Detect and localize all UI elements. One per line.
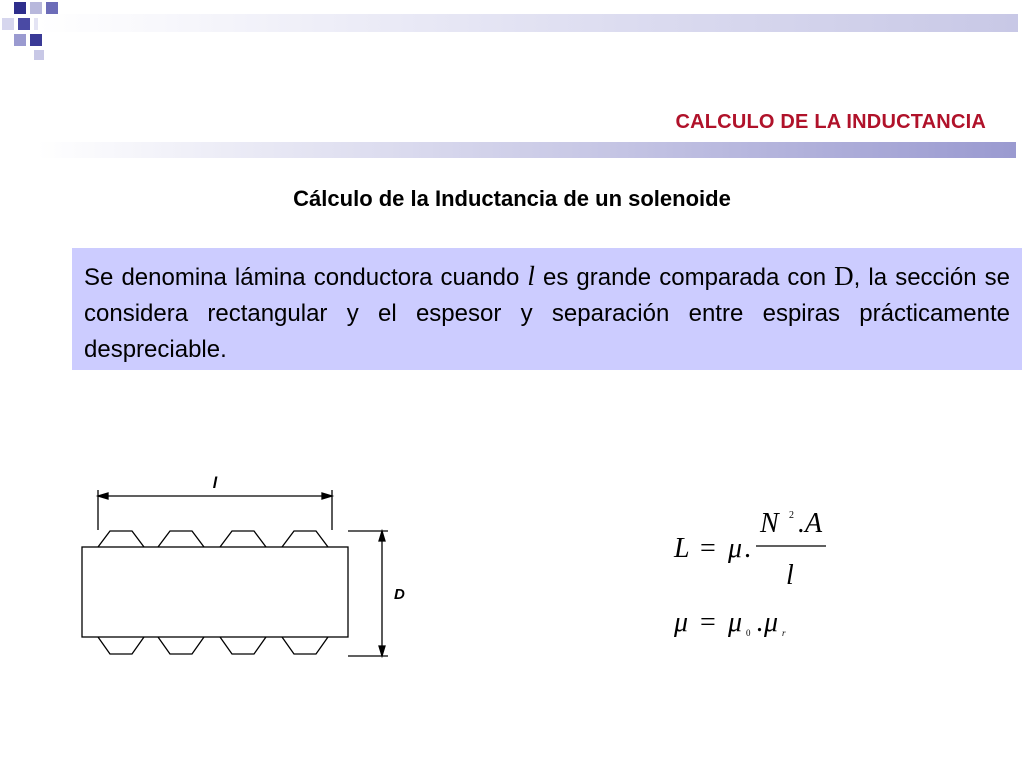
formula-A: .A [798,508,823,539]
corner-decoration [0,0,90,70]
description-text-2: es grande comparada con [534,264,835,291]
formula-equals-2: = [700,607,716,638]
formula-sub-0: 0 [746,628,751,638]
variable-D: D [834,261,854,291]
formula-N: N [760,508,779,539]
inductance-formula [660,490,880,650]
top-gradient-bar [38,14,1018,32]
formula-mu0: μ [728,607,743,638]
description-text-3: , la sección se considera rectangular y el espesor y separación entre espiras prácticamente despreciable. [84,264,1010,363]
formula-mu-lhs: μ [674,607,689,638]
height-label: D [394,586,405,603]
formula-mur: μ [764,607,779,638]
formula-squared: 2 [789,510,794,521]
formula-dot: . [744,533,751,564]
description-box [72,248,1022,370]
slide-subtitle: Cálculo de la Inductancia de un solenoide [293,186,731,211]
formula-dot-2: . [756,607,763,638]
formula-mu: μ [728,533,743,564]
solenoid-diagram [70,470,430,670]
length-label: l [212,475,218,492]
section-title: CALCULO DE LA INDUCTANCIA [675,111,986,133]
formula-l: l [786,560,794,591]
description-text-1: Se denomina lámina conductora cuando [84,264,528,291]
header-rule [38,142,1016,158]
formula-L: L [674,533,690,564]
variable-l: l [527,261,535,291]
formula-equals-1: = [700,533,716,564]
formula-sub-r: r [782,628,786,638]
